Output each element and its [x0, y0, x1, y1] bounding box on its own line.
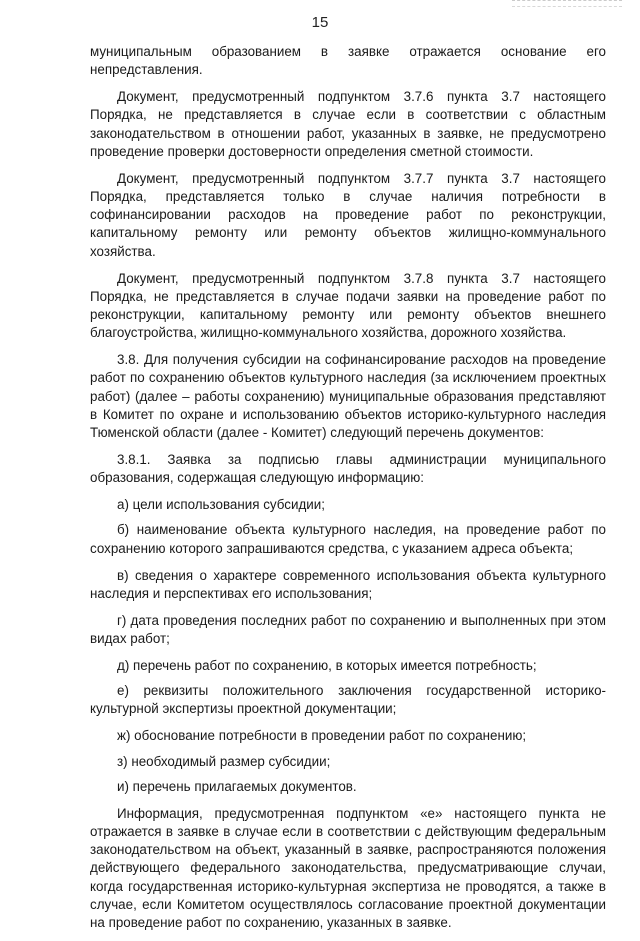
list-item-zh: ж) обоснование потребности в проведении работ по сохранению; [117, 728, 527, 744]
list-item-d: д) перечень работ по сохранению, в которых имеется потребность; [117, 658, 537, 674]
paragraph-information-note: Информация, предусмотренная подпунктом «е» настоящего пункта не отражается в заявке в случае если в соответствии с действующим федеральным законодательством на объект, указанный в заявке, распространяются положения действующего федерального законодательства, предусматривающие случаи, когда государственная историко-культурная экспертиза не проводятся, а также в случае, если Комитетом осуществлялось согласование проектной документации на проведение работ по сохранению, указанных в заявке. [90, 805, 606, 931]
list-item-z: з) необходимый размер субсидии; [117, 753, 331, 769]
page-number: 15 [311, 14, 329, 31]
scan-corner-mark [512, 0, 622, 7]
list-item-v: в) сведения о характере современного использования объекта культурного наследия и перспективах его использования; [90, 567, 606, 601]
list-item-b: б) наименование объекта культурного наследия, на проведение работ по сохранению которого запрашиваются средства, с указанием адреса объекта; [90, 522, 606, 556]
paragraph-3-8: 3.8. Для получения субсидии на софинансирование расходов на проведение работ по сохранению объектов культурного наследия (за исключением проектных работ) (далее – работы сохранению) муниципальные образования представляют в Комитет по охране и использованию объектов историко-культурного наследия Тюменской области (далее - Комитет) следующий перечень документов: [90, 352, 606, 441]
paragraph-3-7-7: Документ, предусмотренный подпунктом 3.7.7 пункта 3.7 настоящего Порядка, представляется только в случае наличия потребности в софинансировании расходов на проведение работ по реконструкции, капитальному ремонту или ремонту объектов жилищно-коммунального хозяйства. [90, 170, 606, 259]
list-item-i: и) перечень прилагаемых документов. [117, 778, 357, 794]
paragraph-3-8-1: 3.8.1. Заявка за подписью главы администрации муниципального образования, содержащая следующую информацию: [90, 452, 606, 486]
paragraph-continuation: муниципальным образованием в заявке отражается основание его непредставления. [90, 44, 606, 78]
document-body [90, 43, 606, 941]
list-item-e: е) реквизиты положительного заключения государственной историко-культурной экспертизы проектной документации; [90, 683, 606, 717]
list-item-a: а) цели использования субсидии; [117, 497, 325, 513]
list-item-g: г) дата проведения последних работ по сохранению и выполненных при этом видах работ; [90, 612, 606, 647]
paragraph-3-7-6: Документ, предусмотренный подпунктом 3.7.6 пункта 3.7 настоящего Порядка, не представляется в случае если в соответствии с областным законодательством в отношении работ, указанных в заявке, не предусмотрено проведение проверки достоверности определения сметной стоимости. [90, 89, 606, 159]
paragraph-3-7-8: Документ, предусмотренный подпунктом 3.7.8 пункта 3.7 настоящего Порядка, не представляется в случае подачи заявки на проведение работ по реконструкции, капитальному ремонту или ремонту объектов внешнего благоустройства, жилищно-коммунального хозяйства, дорожного хозяйства. [90, 270, 606, 341]
